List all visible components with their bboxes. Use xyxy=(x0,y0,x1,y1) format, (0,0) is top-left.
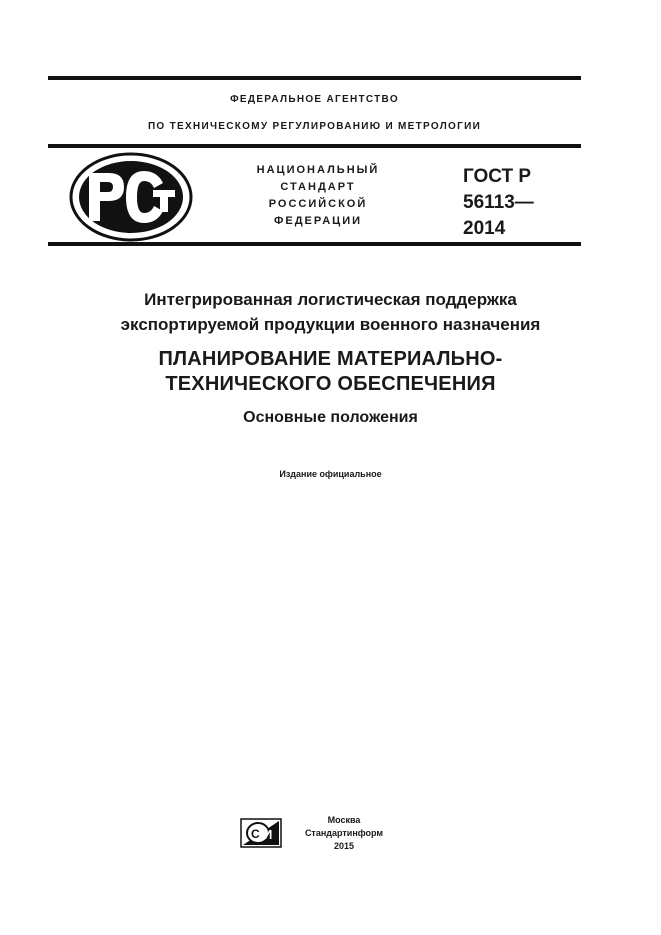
svg-text:И: И xyxy=(263,827,273,842)
main-title-line: ТЕХНИЧЕСКОГО ОБЕСПЕЧЕНИЯ xyxy=(165,373,496,395)
edition-label: Издание официальное xyxy=(279,469,382,479)
rst-certification-mark-icon xyxy=(69,152,193,242)
main-title-line: ПЛАНИРОВАНИЕ МАТЕРИАЛЬНО- xyxy=(158,348,503,370)
publisher-year: 2015 xyxy=(333,841,355,851)
series-title-line: Интегрированная логистическая поддержка xyxy=(144,290,517,309)
series-title xyxy=(48,287,613,337)
standartinform-logo-icon xyxy=(240,818,282,848)
svg-text:С: С xyxy=(251,827,260,841)
standard-code xyxy=(463,164,534,242)
national-line: ФЕДЕРАЦИИ xyxy=(273,215,363,227)
code-line: 2014 xyxy=(463,218,506,239)
bottom-rule xyxy=(48,242,581,246)
agency-line-1: ФЕДЕРАЛЬНОЕ АГЕНТСТВО xyxy=(230,94,399,105)
top-rule xyxy=(48,76,581,80)
publisher-city: Москва xyxy=(327,815,361,825)
code-line: 56113— xyxy=(463,192,534,213)
agency-line-2: ПО ТЕХНИЧЕСКОМУ РЕГУЛИРОВАНИЮ И МЕТРОЛОГИИ xyxy=(147,121,482,132)
publisher-name: Стандартинформ xyxy=(304,828,384,838)
code-line: ГОСТ Р xyxy=(463,166,532,187)
main-title xyxy=(48,347,613,397)
national-line: НАЦИОНАЛЬНЫЙ xyxy=(256,164,380,176)
subtitle: Основные положения xyxy=(243,409,418,426)
title-block xyxy=(48,287,613,428)
series-title-line: экспортируемой продукции военного назначения xyxy=(120,315,541,334)
middle-rule xyxy=(48,144,581,148)
national-line: РОССИЙСКОЙ xyxy=(268,198,368,210)
publisher-info xyxy=(290,814,398,853)
national-standard-label xyxy=(218,162,418,230)
national-line: СТАНДАРТ xyxy=(280,181,356,193)
